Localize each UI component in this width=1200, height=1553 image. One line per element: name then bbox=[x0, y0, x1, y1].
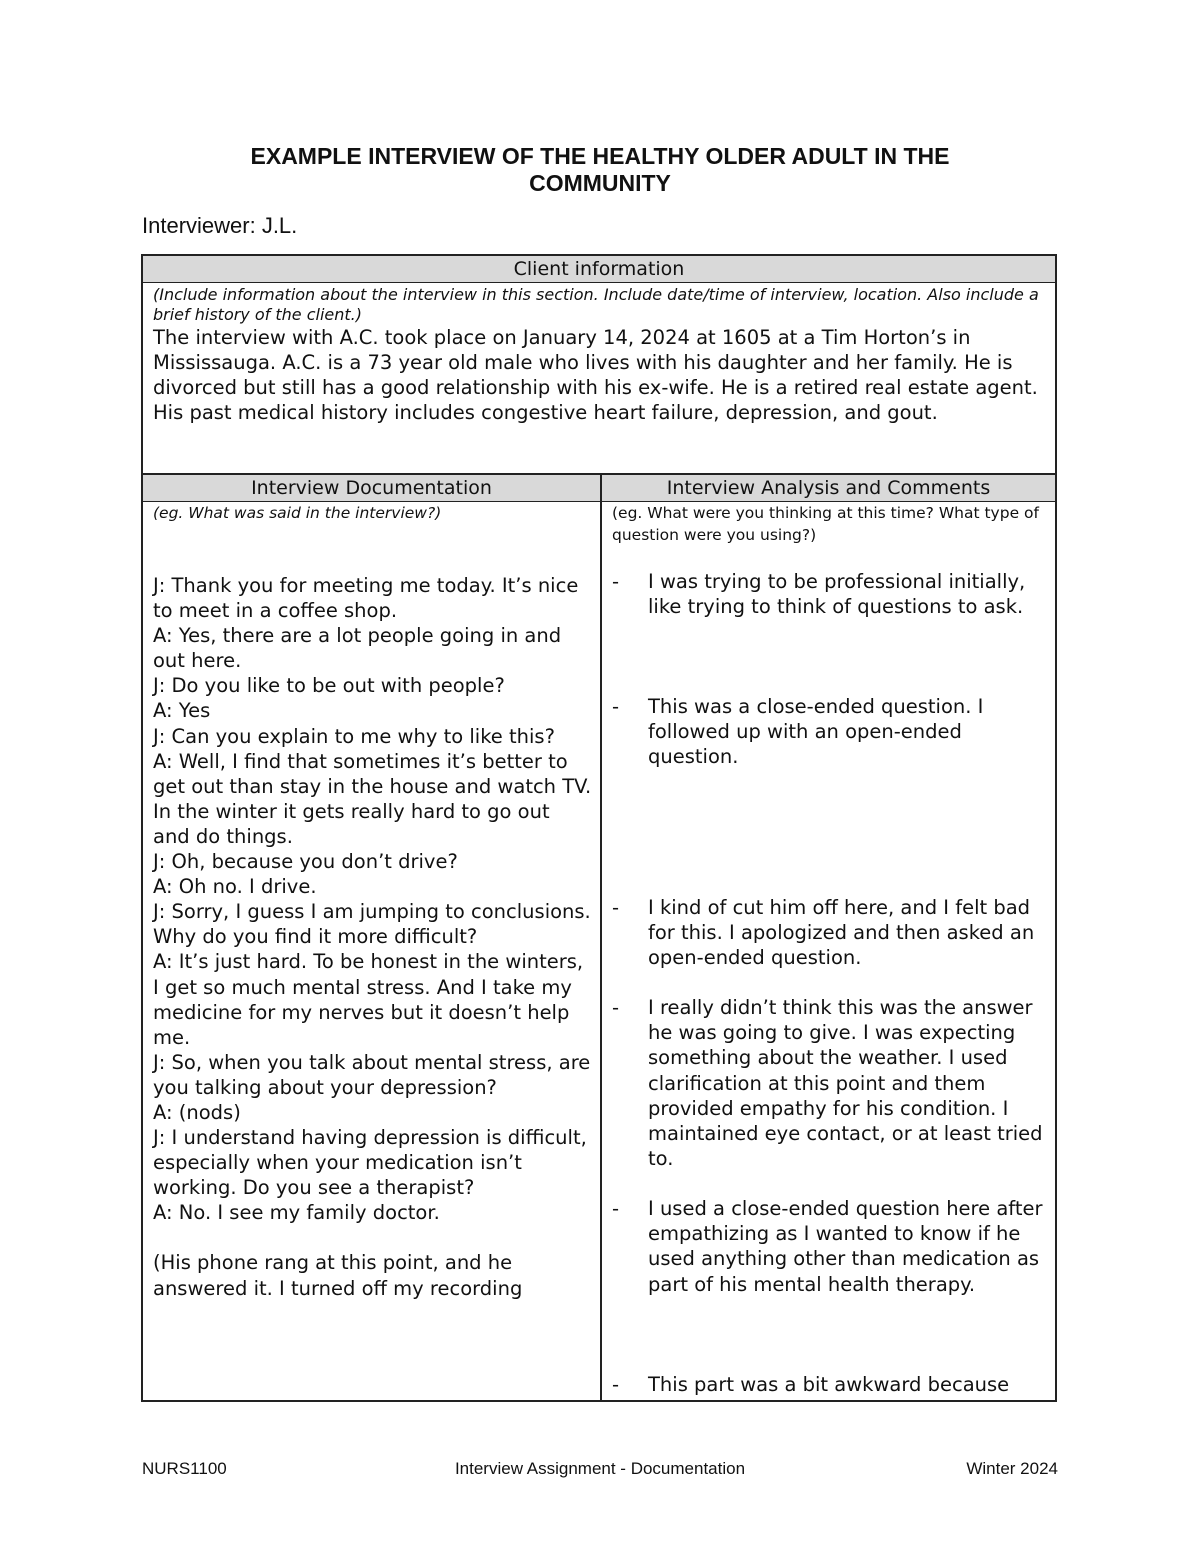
dialogue-line: A: Yes bbox=[153, 699, 211, 723]
dialogue-line: J: Oh, because you don’t drive? bbox=[153, 850, 458, 874]
dialogue-line: J: Do you like to be out with people? bbox=[153, 674, 505, 698]
comment-item bbox=[612, 995, 1047, 1171]
footer-term: Winter 2024 bbox=[966, 1459, 1058, 1478]
dialogue-line: A: It’s just hard. To be honest in the winters, I get so much mental stress. And I take my medicine for my nerves but it doesn’t help me. bbox=[153, 950, 584, 1049]
dialogue-line: J: Thank you for meeting me today. It’s nice to meet in a coffee shop. bbox=[153, 574, 579, 623]
documentation-note: (eg. What was said in the interview?) bbox=[153, 504, 442, 522]
title-line-2: COMMUNITY bbox=[529, 170, 671, 196]
comment-item bbox=[612, 1372, 1047, 1397]
bullet-dash: - bbox=[612, 570, 620, 593]
document-title bbox=[142, 143, 1058, 197]
client-information-header: Client information bbox=[143, 256, 1055, 283]
bullet-dash: - bbox=[612, 1373, 620, 1396]
bullet-dash: - bbox=[612, 695, 620, 718]
dialogue-line: A: No. I see my family doctor. bbox=[153, 1201, 440, 1225]
comment-text: I used a close-ended question here after empathizing as I wanted to know if he used anything other than medication as part of his mental health therapy. bbox=[648, 1197, 1043, 1296]
interviewer-label: Interviewer: J.L. bbox=[142, 213, 298, 238]
dialogue-line: J: I understand having depression is difficult, especially when your medication isn’t working. Do you see a therapist? bbox=[153, 1126, 587, 1200]
interview-table bbox=[141, 473, 1057, 1402]
comment-text: I kind of cut him off here, and I felt bad for this. I apologized and then asked an open-ended question. bbox=[648, 896, 1035, 970]
comment-item bbox=[612, 694, 1047, 770]
dialogue-list bbox=[153, 573, 592, 1301]
comment-item bbox=[612, 895, 1047, 971]
comment-item bbox=[612, 569, 1047, 619]
comment-text: This part was a bit awkward because bbox=[648, 1373, 1010, 1396]
comment-item bbox=[612, 1196, 1047, 1297]
client-information-box bbox=[141, 254, 1057, 473]
comment-text: I really didn’t think this was the answer he was going to give. I was expecting something about the weather. I used clarification at this point and them provided empathy for his condition. I maintained eye contact, or at least tried to. bbox=[648, 996, 1043, 1171]
dialogue-line: A: (nods) bbox=[153, 1100, 241, 1124]
title-line-1: EXAMPLE INTERVIEW OF THE HEALTHY OLDER ADULT IN THE bbox=[250, 143, 950, 169]
dialogue-spacer bbox=[153, 1225, 592, 1250]
analysis-header: Interview Analysis and Comments bbox=[602, 475, 1055, 502]
dialogue-line: A: Well, I find that sometimes it’s better to get out than stay in the house and watch TV. In the winter it gets really hard to go out and do things. bbox=[153, 749, 592, 848]
dialogue-line: (His phone rang at this point, and he answered it. I turned off my recording bbox=[153, 1251, 523, 1300]
dialogue-line: A: Oh no. I drive. bbox=[153, 875, 317, 899]
documentation-header: Interview Documentation bbox=[143, 475, 600, 502]
bullet-dash: - bbox=[612, 896, 620, 919]
documentation-column bbox=[143, 475, 602, 1400]
dialogue-line: J: Can you explain to me why to like this? bbox=[153, 724, 555, 748]
dialogue-line: A: Yes, there are a lot people going in and out here. bbox=[153, 624, 562, 673]
dialogue-line: J: Sorry, I guess I am jumping to conclusions. Why do you find it more difficult? bbox=[153, 900, 591, 949]
analysis-column bbox=[602, 475, 1055, 1400]
client-information-note: (Include information about the interview in this section. Include date/time of interview, location. Also include a brief history of the client.) bbox=[153, 285, 1039, 324]
client-information-text: The interview with A.C. took place on January 14, 2024 at 1605 at a Tim Horton’s in Mississauga. A.C. is a 73 year old male who lives with his daughter and her family. He is divorced but still has a good relationship with his ex-wife. He is a retired real estate agent. His past medical history includes congestive heart failure, depression, and gout. bbox=[153, 326, 1038, 424]
footer-assignment-title: Interview Assignment - Documentation bbox=[454, 1459, 746, 1478]
dialogue-line: J: So, when you talk about mental stress, are you talking about your depression? bbox=[153, 1050, 591, 1099]
comment-text: This was a close-ended question. I followed up with an open-ended question. bbox=[648, 695, 984, 769]
footer-course-code: NURS1100 bbox=[142, 1459, 227, 1478]
bullet-dash: - bbox=[612, 1197, 620, 1220]
analysis-note: (eg. What were you thinking at this time? What type of question were you using?) bbox=[612, 504, 1039, 544]
bullet-dash: - bbox=[612, 996, 620, 1019]
comment-text: I was trying to be professional initially, like trying to think of questions to ask. bbox=[648, 570, 1026, 619]
